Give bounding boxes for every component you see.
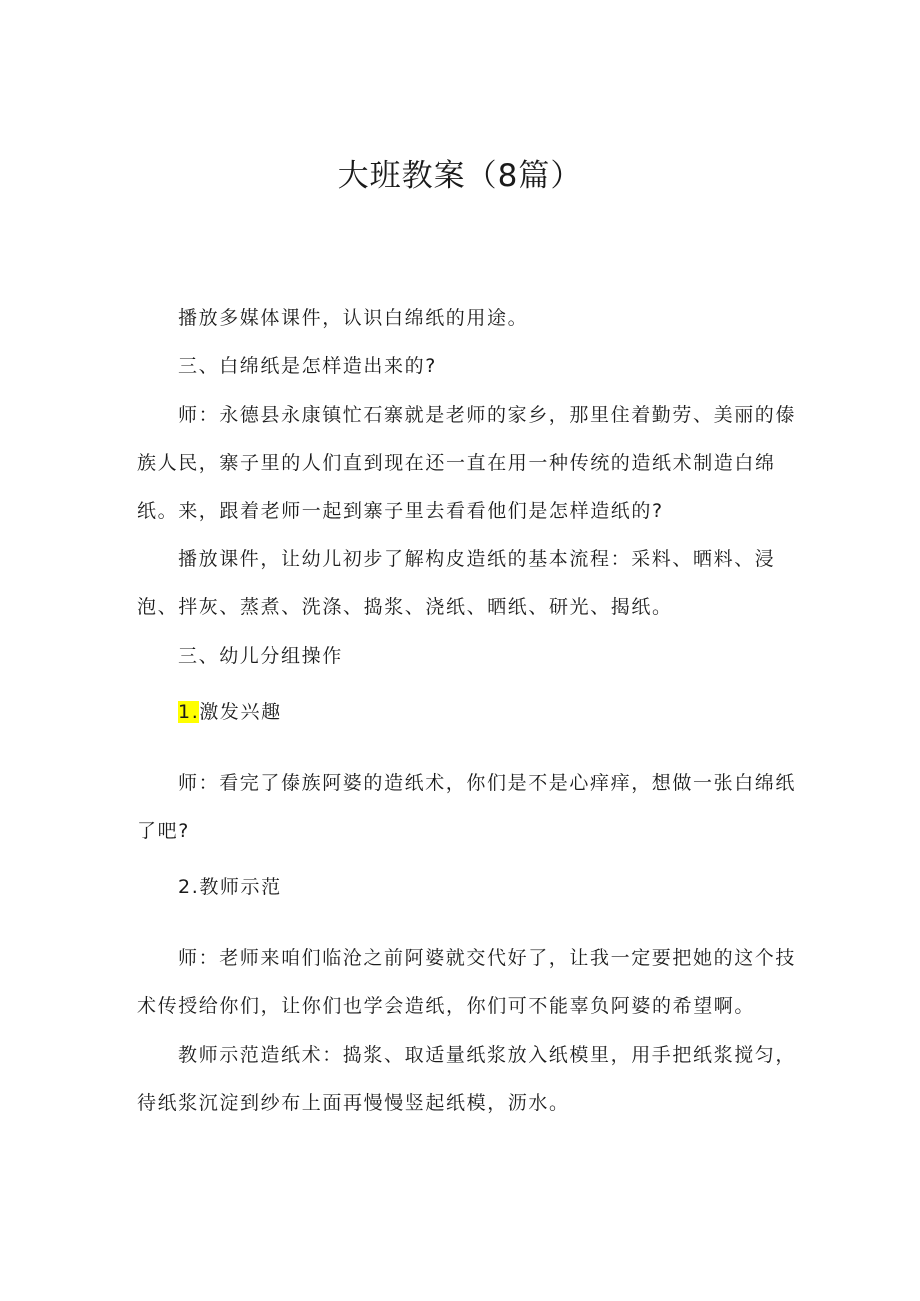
paragraph-multimedia: 播放多媒体课件，认识白绵纸的用途。 — [178, 307, 529, 329]
heading-group-operation: 三、幼儿分组操作 — [178, 645, 343, 667]
section-heading-2: 2.教师示范 — [178, 876, 282, 898]
document-title: 大班教案（8篇） — [337, 158, 583, 194]
section-label: 激发兴趣 — [199, 701, 282, 723]
heading-how-made: 三、白绵纸是怎样造出来的? — [178, 355, 437, 377]
paragraph-demonstration: 教师示范造纸术：捣浆、取适量纸浆放入纸模里，用手把纸浆搅匀，待纸浆沉淀到纱布上面再慢慢竖起纸模，沥水。 — [137, 1044, 797, 1114]
paragraph-process: 播放课件，让幼儿初步了解构皮造纸的基本流程：采料、晒料、浸泡、拌灰、蒸煮、洗涤、捣浆、浇纸、晒纸、研光、揭纸。 — [137, 548, 776, 618]
section-heading-1 — [137, 688, 797, 736]
paragraph-teacher-hometown: 师：永德县永康镇忙石寨就是老师的家乡，那里住着勤劳、美丽的傣族人民，寨子里的人们直到现在还一直在用一种传统的造纸术制造白绵纸。来，跟着老师一起到寨子里去看看他们是怎样造纸的? — [137, 404, 797, 522]
paragraph-interest: 师：看完了傣族阿婆的造纸术，你们是不是心痒痒，想做一张白绵纸了吧? — [137, 772, 797, 842]
highlighted-number: 1. — [178, 701, 200, 723]
paragraph-teacher-promise: 师：老师来咱们临沧之前阿婆就交代好了，让我一定要把她的这个技术传授给你们，让你们也学会造纸，你们可不能辜负阿婆的希望啊。 — [137, 947, 797, 1017]
